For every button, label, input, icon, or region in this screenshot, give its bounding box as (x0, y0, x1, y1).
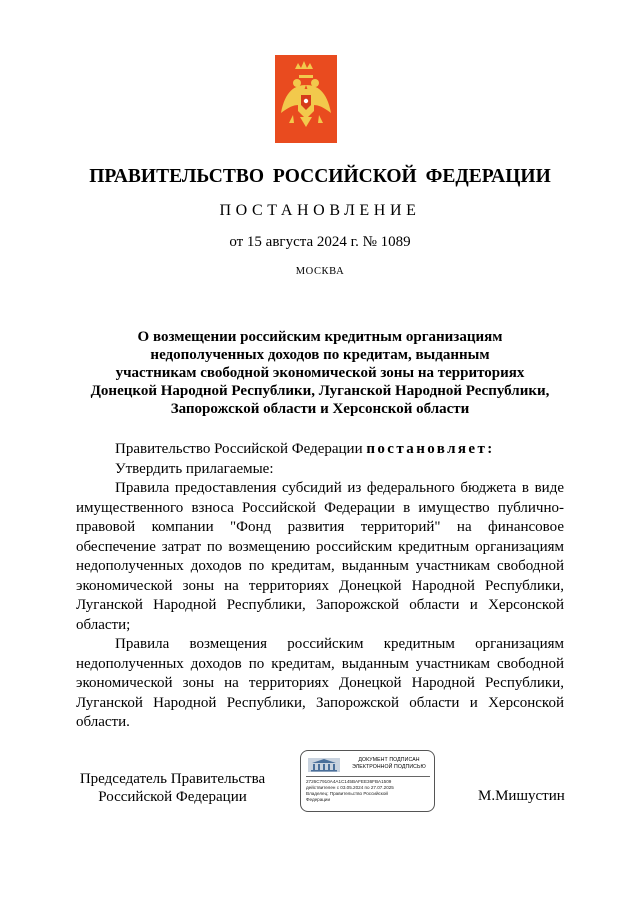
intro-paragraph (76, 440, 564, 460)
rule-1-paragraph: Правила предоставления субсидий из федерального бюджета в виде имущественного взноса Российской Федерации в имущество публично-правовой компании "Фонд развития территорий" на финансовое обеспечение затрат по возмещению российским кредитным организациям недополученных доходов по кредитам, выданным участникам свободной экономической зоны на территориях Донецкой Народной Республики, Луганской Народной Республики, Запорожской области и Херсонской области; (76, 480, 564, 633)
document-type: ПОСТАНОВЛЕНИЕ (219, 202, 421, 219)
stamp-certificate: 2726C7910A4A1C145BAFEE36FBA1509 (306, 779, 392, 784)
intro-text: Правительство Российской Федерации (115, 441, 363, 457)
coat-of-arms-icon (275, 55, 337, 143)
subject-line: недополученных доходов по кредитам, выданным (150, 347, 490, 363)
signatory-title (75, 770, 270, 806)
document-date-number: от 15 августа 2024 г. № 1089 (229, 234, 411, 250)
approve-paragraph: Утвердить прилагаемые: (115, 460, 274, 477)
document-subject (70, 328, 570, 418)
stamp-owner: Владелец: Правительство Российской (306, 791, 388, 796)
subject-line: Запорожской области и Херсонской области (170, 401, 470, 417)
electronic-signature-stamp (300, 750, 435, 812)
rule-2-paragraph: Правила возмещения российским кредитным организациям недополученных доходов по кредитам, выданным участникам свободной экономической зоны на территориях Донецкой Народной Республики, Луганской Народной Республики, Запорожской области и Херсонской области. (76, 636, 564, 730)
intro-verb: постановляет: (366, 441, 495, 457)
document-body (76, 440, 564, 733)
signatory-title-line: Российской Федерации (98, 789, 247, 805)
stamp-owner-cont: Федерации (306, 797, 331, 802)
stamp-heading-line: ДОКУМЕНТ ПОДПИСАН (358, 757, 420, 763)
signatory-name: М.Мишустин (478, 788, 565, 804)
subject-line: Донецкой Народной Республики, Луганской Народной Республики, (90, 383, 550, 399)
government-title: ПРАВИТЕЛЬСТВО РОССИЙСКОЙ ФЕДЕРАЦИИ (89, 166, 551, 187)
subject-line: участникам свободной экономической зоны на территориях (115, 365, 525, 381)
government-building-icon (306, 756, 342, 774)
stamp-details (306, 779, 431, 803)
stamp-divider (306, 776, 430, 777)
subject-line: О возмещении российским кредитным организациям (137, 329, 503, 345)
stamp-validity: действителен с 03.05.2024 по 27.07.2025 (306, 785, 394, 790)
document-city: МОСКВА (295, 266, 345, 277)
stamp-heading (347, 757, 431, 770)
stamp-heading-line: ЭЛЕКТРОННОЙ ПОДПИСЬЮ (352, 763, 426, 770)
signatory-title-line: Председатель Правительства (79, 771, 266, 787)
